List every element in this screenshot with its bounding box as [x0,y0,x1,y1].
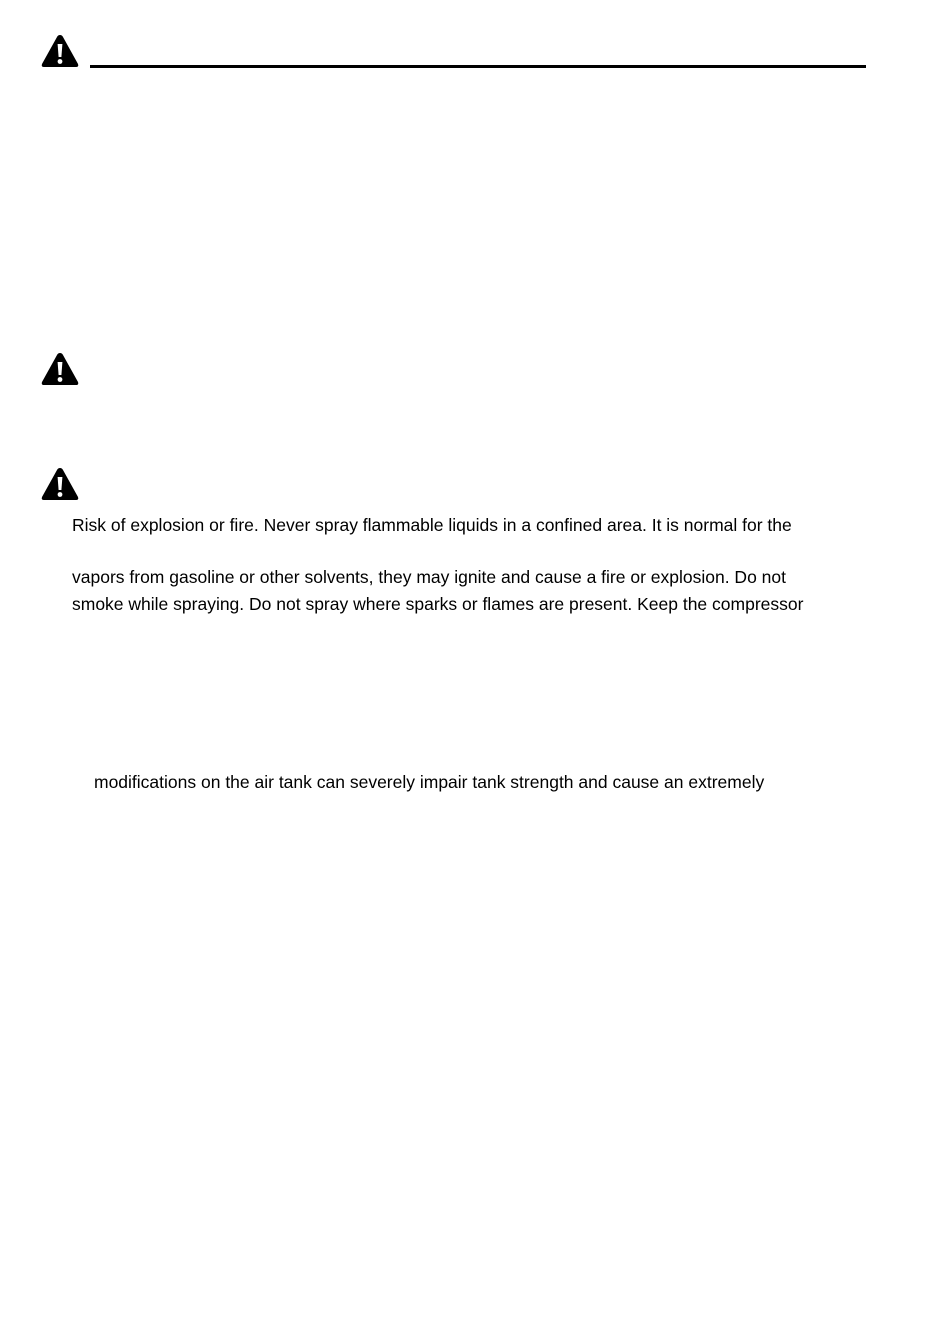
warning-triangle-icon [40,33,80,69]
warning-text-line: modifications on the air tank can severely impair tank strength and cause an extremely [94,772,765,792]
warning-triangle-icon [40,466,80,502]
header-rule [90,65,866,68]
warning-text-line: Risk of explosion or fire. Never spray flammable liquids in a confined area. It is normal for the [72,515,792,535]
warning-triangle-icon [40,351,80,387]
warning-text-line: vapors from gasoline or other solvents, they may ignite and cause a fire or explosion. Do not [72,567,786,587]
warning-text-line: smoke while spraying. Do not spray where sparks or flames are present. Keep the compressor [72,594,804,614]
